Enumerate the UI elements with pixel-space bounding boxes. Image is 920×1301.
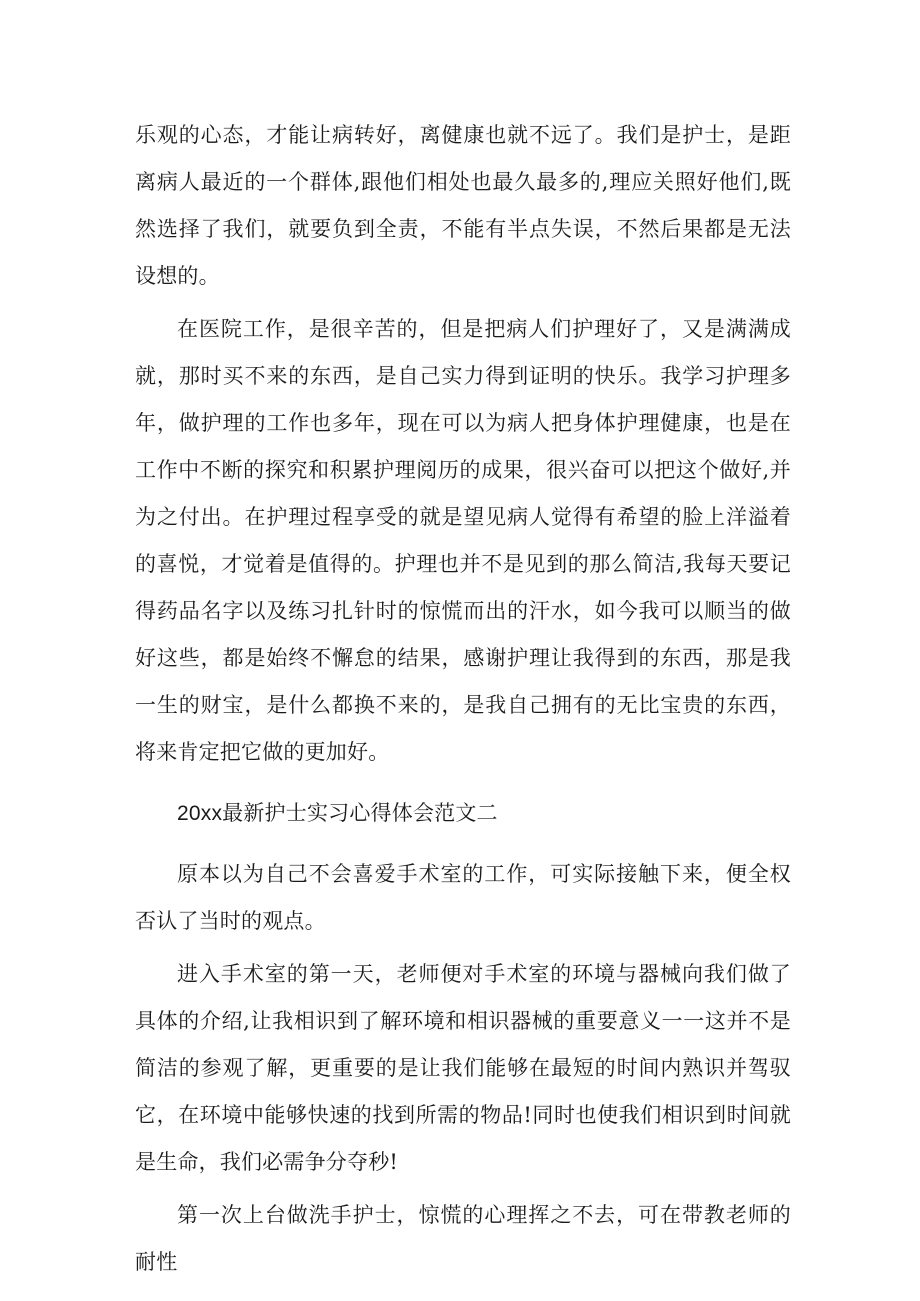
document-body [135, 112, 791, 1286]
paragraph-continued: 乐观的心态，才能让病转好，离健康也就不远了。我们是护士，是距离病人最近的一个群体,跟他们相处也最久最多的,理应关照好他们,既然选择了我们，就要负到全责，不能有半点失误，不然后果都是无法设想的。 [135, 123, 791, 288]
paragraph-first-day: 进入手术室的第一天，老师便对手术室的环境与器械向我们做了具体的介绍,让我相识到了解环境和相识器械的重要意义一一这并不是简洁的参观了解，更重要的是让我们能够在最短的时间内熟识并驾驭它，在环境中能够快速的找到所需的物品!同时也使我们相识到时间就是生命，我们必需争分夺秒! [135, 962, 791, 1174]
paragraph-first-scrub: 第一次上台做洗手护士，惊慌的心理挥之不去，可在带教老师的耐性 [135, 1203, 791, 1274]
paragraph-operating-room: 原本以为自己不会喜爱手术室的工作，可实际接触下来，便全权否认了当时的观点。 [135, 862, 791, 933]
section-title: 20xx最新护士实习心得体会范文二 [177, 802, 498, 825]
paragraph-hospital-work: 在医院工作，是很辛苦的，但是把病人们护理好了，又是满满成就，那时买不来的东西，是自己实力得到证明的快乐。我学习护理多年，做护理的工作也多年，现在可以为病人把身体护理健康，也是在工作中不断的探究和积累护理阅历的成果，很兴奋可以把这个做好,并为之付出。在护理过程享受的就是望见病人觉得有希望的脸上洋溢着的喜悦，才觉着是值得的。护理也并不是见到的那么简洁,我每天要记得药品名字以及练习扎针时的惊慌而出的汗水，如今我可以顺当的做好这些，都是始终不懈怠的结果，感谢护理让我得到的东西，那是我一生的财宝，是什么都换不来的，是我自己拥有的无比宝贵的东西，将来肯定把它做的更加好。 [135, 317, 791, 764]
